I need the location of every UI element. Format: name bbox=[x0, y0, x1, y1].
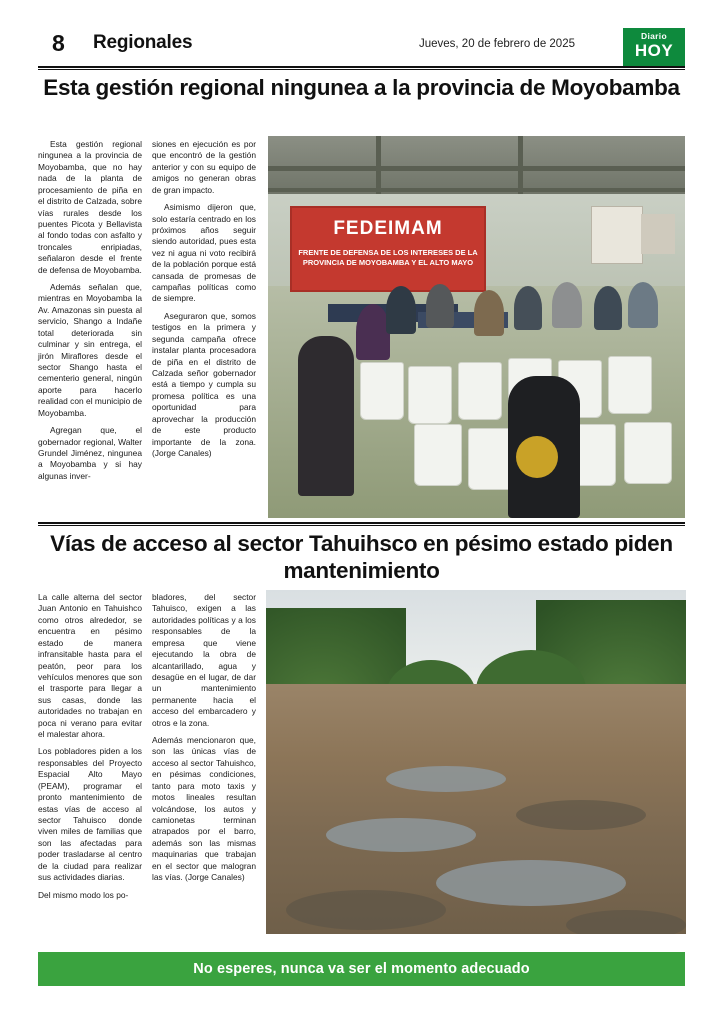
photo-chair bbox=[624, 422, 672, 484]
paragraph: siones en ejecución es por que encontró de la gestión anterior y con su equipo de amigos no generan obras de gran impacto. bbox=[152, 139, 256, 195]
photo-mud bbox=[516, 800, 646, 830]
masthead bbox=[38, 28, 685, 70]
photo-person bbox=[552, 282, 582, 328]
photo-paper-board-2 bbox=[641, 214, 675, 254]
paragraph: Además mencionaron que, son las únicas vías de acceso al sector Tahuishco, en pésimas condiciones, tanto para moto taxis y motos lineales resultan volcándose, los autos y camionetas terminan atrapados por el barro, además son las mismas maquinarias que trabajan en el sector que malogran las vías. (Jorge Canales) bbox=[152, 735, 256, 883]
article1-column-2 bbox=[152, 139, 256, 465]
banner-subtitle: FRENTE DE DEFENSA DE LOS INTERESES DE LA PROVINCIA DE MOYOBAMBA Y EL ALTO MAYO bbox=[298, 248, 478, 268]
photo-chair bbox=[360, 362, 404, 420]
article2-photo bbox=[266, 590, 686, 934]
header-divider bbox=[38, 66, 685, 68]
logo-bottom-text: HOY bbox=[634, 40, 674, 60]
photo-paper-board bbox=[591, 206, 643, 264]
paragraph: Aseguraron que, somos testigos en la primera y segunda campaña ofrece instalar planta procesadora de piña en el distrito de Calzada señor gobernador está a tiempo y cumpla su promesa política es una oportunidad para aprovechar la producción de este producto importante de la zona. (Jorge Canales) bbox=[152, 310, 256, 458]
article1-column-1 bbox=[38, 139, 142, 488]
article-divider-thin bbox=[38, 525, 685, 526]
photo-person bbox=[386, 286, 416, 334]
footer-banner-text: No esperes, nunca va ser el momento adecuado bbox=[193, 961, 530, 977]
paragraph: La calle alterna del sector Juan Antonio en Tahuishco como otros alrededor, se encuentra en pésimo estado de manera infransitable hasta para el peatón, peor para los vehículos menores que son el trasporte para llegar a sus casas, donde las autoridades no trabajan en poca ni verano para evitar el malestar ahora. bbox=[38, 592, 142, 740]
photo-person bbox=[514, 286, 542, 330]
photo-person-foreground bbox=[298, 336, 354, 496]
photo-chair bbox=[458, 362, 502, 420]
fedeimam-banner bbox=[290, 206, 486, 292]
photo-person bbox=[356, 304, 390, 360]
photo-emblem bbox=[516, 436, 558, 478]
photo-chair bbox=[608, 356, 652, 414]
logo-top-text: Diario bbox=[641, 31, 667, 41]
section-title: Regionales bbox=[93, 32, 193, 53]
paragraph: Agregan que, el gobernador regional, Walter Grundel Jiménez, ningunea a Moyobamba y si hay algunas inver- bbox=[38, 425, 142, 481]
article1-photo bbox=[268, 136, 685, 518]
photo-mud bbox=[286, 890, 446, 930]
header-divider-thin bbox=[38, 69, 685, 70]
paragraph: bladores, del sector Tahuisco, exigen a las autoridades políticas y a los responsables de la empresa que viene ejecutando la obra de alcantarillado, agua y desagüe en el lugar, de dar un mantenimiento permanente hacia el acceso del embarcadero y otros e la zona. bbox=[152, 592, 256, 728]
article2-headline: Vías de acceso al sector Tahuihsco en pésimo estado piden mantenimiento bbox=[50, 531, 673, 584]
photo-puddle bbox=[386, 766, 506, 792]
photo-beam bbox=[268, 188, 685, 192]
photo-beam bbox=[268, 166, 685, 171]
footer-banner bbox=[38, 952, 685, 986]
article2-column-2 bbox=[152, 592, 256, 890]
page-number: 8 bbox=[52, 30, 65, 56]
photo-person bbox=[628, 282, 658, 328]
paragraph: Del mismo modo los po- bbox=[38, 889, 129, 900]
banner-title: FEDEIMAM bbox=[333, 218, 443, 239]
photo-puddle bbox=[326, 818, 476, 852]
paragraph: Además señalan que, mientras en Moyobamba la Av. Amazonas sin puesta al servicio, Shango a Indañe total deteriorada sin culminar y sin entrega, el jirón Miraflores desde el sector Shango hasta el cementerio general, ningún aporte para hacerlo realidad con el municipio de Moyobamba. bbox=[38, 282, 142, 418]
photo-chair bbox=[408, 366, 452, 424]
paragraph: Los pobladores piden a los responsables del Proyecto Espacial Alto Mayo (PEAM), programar el pronto mantenimiento de estas vías de acceso al sector Tahuisco donde viven miles de familias que son las afectadas para poder trasladarse al centro de la ciudad para realizar sus actividades diarias. bbox=[38, 746, 142, 883]
photo-person bbox=[474, 290, 504, 336]
photo-puddle bbox=[436, 860, 626, 906]
publication-date: Jueves, 20 de febrero de 2025 bbox=[418, 38, 575, 50]
photo-person bbox=[426, 284, 454, 328]
paragraph: Asimismo dijeron que, solo estaría centrado en los próximos años seguir siendo autoridad, pues esta vez ni agua ni voto recibirá de la población porque está cansada de promesas de campañas políticas como de siempre. bbox=[152, 202, 256, 304]
photo-person bbox=[594, 286, 622, 330]
photo-chair bbox=[414, 424, 462, 486]
photo-post bbox=[376, 136, 381, 196]
article1-headline: Esta gestión regional ningunea a la provincia de Moyobamba bbox=[43, 75, 680, 100]
article-divider bbox=[38, 522, 685, 524]
photo-post bbox=[518, 136, 523, 196]
paragraph: Esta gestión regional ningunea a la provincia de Moyobamba, que no hay nada de la planta de procesamiento de piña en el distrito de Calzada, sobre vías rurales desde los puentes Picota y Bellavista al fondo todas con asfalto y troncales enripiadas, señalaron desde el frente de defensa de Moyobamba. bbox=[38, 139, 142, 275]
newspaper-logo bbox=[623, 28, 685, 66]
photo-mud bbox=[566, 910, 686, 934]
article2-column-1 bbox=[38, 592, 142, 907]
